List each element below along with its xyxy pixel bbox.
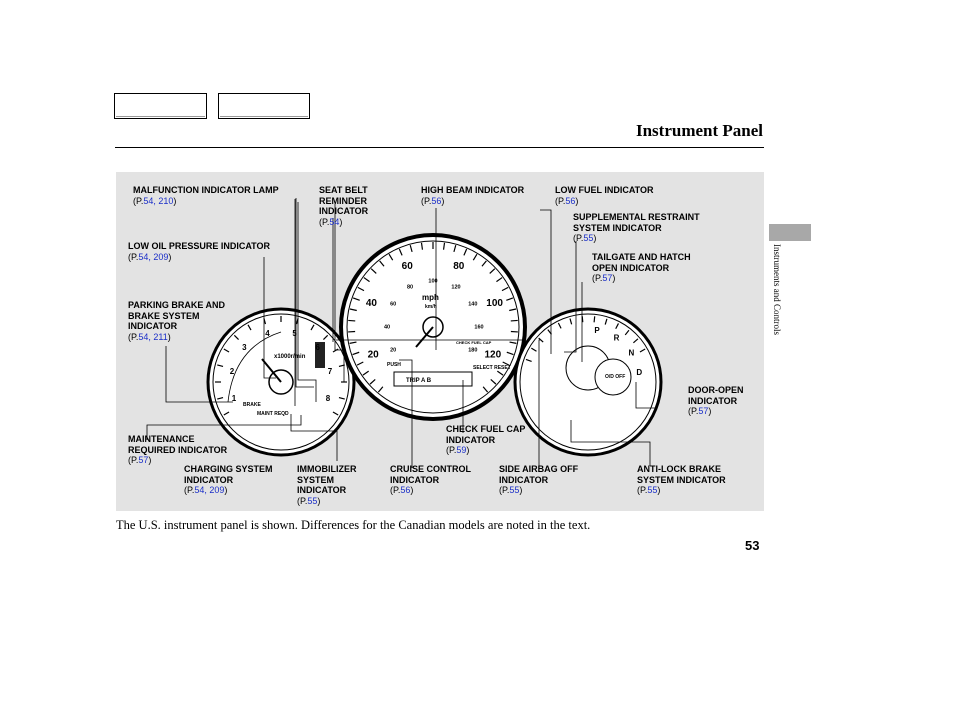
select-text: SELECT RESET [473,365,511,371]
page-ref-suffix: ) [441,195,445,206]
dial-number: 3 [242,343,247,353]
label-dooropen [688,385,744,417]
label-line: INDICATOR [499,474,549,485]
page-ref-prefix: (P. [592,273,603,283]
section-label: Instruments and Controls [772,244,782,335]
brake-text: BRAKE [243,402,261,408]
label-fuelcap [446,424,525,456]
page-ref-prefix: (P. [421,195,432,206]
page-ref [390,485,471,496]
label-line: INDICATOR [319,206,369,216]
dial-number: 40 [365,297,377,309]
label-immob [297,464,357,506]
page-ref-prefix: (P. [499,485,510,495]
label-line: SIDE AIRBAG OFF [499,464,579,474]
page-ref [184,485,273,496]
page-ref-link[interactable]: 55 [583,233,594,243]
label-mil [133,185,279,206]
label-sideairbag [499,464,578,496]
page-ref [128,332,225,343]
label-line: TAILGATE AND HATCH [592,252,691,262]
page-ref [499,485,578,496]
label-line: REMINDER [319,195,368,206]
label-line: INDICATOR [184,474,234,485]
label-line: SYSTEM INDICATOR [637,474,726,485]
page-ref-link[interactable]: 57 [698,406,709,416]
page-ref [128,252,270,263]
label-line: INDICATOR [446,434,496,445]
page-ref-prefix: (P. [573,233,584,243]
page-ref-suffix: ) [317,495,321,506]
label-parking [128,300,225,342]
speed-unit: mph [422,293,439,302]
page-ref-suffix: ) [168,251,172,262]
nav-prev-box[interactable] [114,93,207,119]
dial-number: 7 [327,367,333,377]
page-ref-link[interactable]: 54, 209 [138,251,169,262]
label-line: SEAT BELT [319,185,368,195]
dial-number: 100 [486,297,503,309]
page-ref [319,217,368,228]
page-ref-link[interactable]: 56 [400,485,411,495]
page-ref-link[interactable]: 54, 211 [138,331,168,342]
label-highbeam [421,185,524,206]
tachometer [208,309,354,455]
dial-number: 5 [292,328,297,338]
dial-number: 20 [367,349,379,361]
dial-number: 100 [428,278,438,285]
dial-tick [594,316,595,322]
label-line: MALFUNCTION INDICATOR LAMP [133,185,279,195]
instrument-panel-figure [116,172,764,511]
label-lowfuel [555,185,654,206]
dial-number: 120 [484,349,502,361]
label-charging [184,464,273,496]
page-ref-prefix: (P. [555,195,566,206]
label-line: INDICATOR [688,395,738,406]
page-ref-suffix: ) [708,406,712,416]
page-ref-prefix: (P. [128,331,139,342]
page-ref-link[interactable]: 56 [565,195,576,206]
dial-number: R [613,333,620,343]
page-ref-link[interactable]: 59 [456,445,467,455]
label-line: HIGH BEAM INDICATOR [421,185,525,195]
label-line: IMMOBILIZER [297,464,357,474]
dial-number: 160 [474,324,484,331]
dial-number: 80 [453,260,465,272]
dial-number: 80 [406,284,414,291]
page-ref-prefix: (P. [128,455,139,465]
page-title: Instrument Panel [635,121,763,140]
nav-next-box[interactable] [218,93,310,119]
label-line: INDICATOR [297,485,347,495]
page-ref-prefix: (P. [297,495,308,506]
dial-number: 40 [383,324,391,331]
label-line: CHARGING SYSTEM [184,464,273,474]
dial-number: 4 [265,328,270,338]
speed-unit2: km/h [425,304,437,310]
page-ref-link[interactable]: 54, 210 [143,195,174,206]
page-ref [688,406,744,417]
trip-text: TRIP A B [406,378,432,384]
page-ref [637,485,726,496]
page-ref-prefix: (P. [390,485,401,495]
label-line: DOOR-OPEN [688,385,744,395]
dial-number: 60 [390,301,397,308]
page-ref-suffix: ) [339,216,343,227]
title-rule [115,147,764,148]
page-ref [446,445,525,456]
label-line: INDICATOR [128,321,178,331]
page-ref [421,196,524,207]
tach-unit: x1000r/min [274,354,306,360]
page-ref [592,273,691,284]
page-ref-prefix: (P. [319,216,330,227]
page-ref-link[interactable]: 54, 209 [194,485,225,495]
maint-text: MAINT REQD [257,411,289,417]
page-ref-suffix: ) [167,331,171,342]
fuelcap-text: CHECK FUEL CAP [456,340,492,345]
page-ref-prefix: (P. [128,251,139,262]
page-ref-suffix: ) [575,195,579,206]
label-srs [573,212,700,244]
label-line: REQUIRED INDICATOR [128,444,228,455]
label-seatbelt [319,185,368,227]
label-line: LOW OIL PRESSURE INDICATOR [128,241,271,251]
label-line: ANTI-LOCK BRAKE [637,464,721,474]
page-ref-link[interactable]: 57 [138,455,149,465]
page-ref-suffix: ) [519,485,523,495]
page-ref-prefix: (P. [637,485,648,495]
label-tailgate [592,252,691,284]
page-ref-prefix: (P. [184,485,195,495]
label-line: BRAKE SYSTEM [128,310,200,321]
page-number: 53 [745,538,760,553]
label-line: INDICATOR [390,474,440,485]
dial-number: 6 [315,343,320,353]
page-ref-link[interactable]: 55 [509,485,520,495]
speedometer [341,235,525,419]
dial-number: 120 [451,284,461,291]
dial-number: 60 [401,260,413,272]
page-ref [297,496,357,507]
dial-number: 180 [468,347,478,354]
page-ref-suffix: ) [612,273,616,283]
dial-number: N [628,348,635,358]
dial-number: P [594,325,600,335]
label-line: CHECK FUEL CAP [446,424,526,434]
page-ref-prefix: (P. [688,406,699,416]
dial-number: 140 [468,301,478,308]
page-ref-suffix: ) [410,485,414,495]
page-ref-link[interactable]: 55 [647,485,658,495]
label-abs [637,464,726,496]
page-ref-suffix: ) [657,485,661,495]
figure-caption: The U.S. instrument panel is shown. Differences for the Canadian models are noted in the text. [116,518,591,532]
page-ref-suffix: ) [593,233,597,243]
page-ref [555,196,654,207]
label-cruise [390,464,471,496]
page-ref-prefix: (P. [446,445,457,455]
label-line: SYSTEM INDICATOR [573,222,662,233]
dial-number: 2 [229,367,235,377]
label-line: LOW FUEL INDICATOR [555,185,654,195]
fuel-gear-gauge [515,309,661,455]
label-maint [128,434,227,466]
page-ref-suffix: ) [466,445,470,455]
dial-tick [511,320,518,321]
page-ref-link[interactable]: 54 [329,216,340,227]
od-text: O/D OFF [605,374,626,380]
page-ref-suffix: ) [148,455,152,465]
dial-number: 8 [325,394,331,404]
label-line: PARKING BRAKE AND [128,300,226,310]
label-line: SUPPLEMENTAL RESTRAINT [573,212,700,222]
label-line: CRUISE CONTROL [390,464,471,474]
label-line: SYSTEM [297,474,335,485]
label-line: OPEN INDICATOR [592,262,670,273]
page-ref-link[interactable]: 56 [431,195,442,206]
page-ref-link[interactable]: 57 [602,273,613,283]
push-text: PUSH [387,362,401,368]
dial-number: 20 [390,347,397,354]
dial-number: D [636,368,643,378]
page-ref-suffix: ) [173,195,177,206]
page-ref [573,233,700,244]
page-ref-suffix: ) [224,485,228,495]
label-line: MAINTENANCE [128,434,195,444]
dial-number: 1 [231,394,237,404]
page-ref-prefix: (P. [133,195,144,206]
page-ref [133,196,279,207]
page-ref-link[interactable]: 55 [307,495,318,506]
dial-tick [348,320,355,321]
section-tab[interactable] [769,224,811,241]
label-lowoil [128,241,270,262]
